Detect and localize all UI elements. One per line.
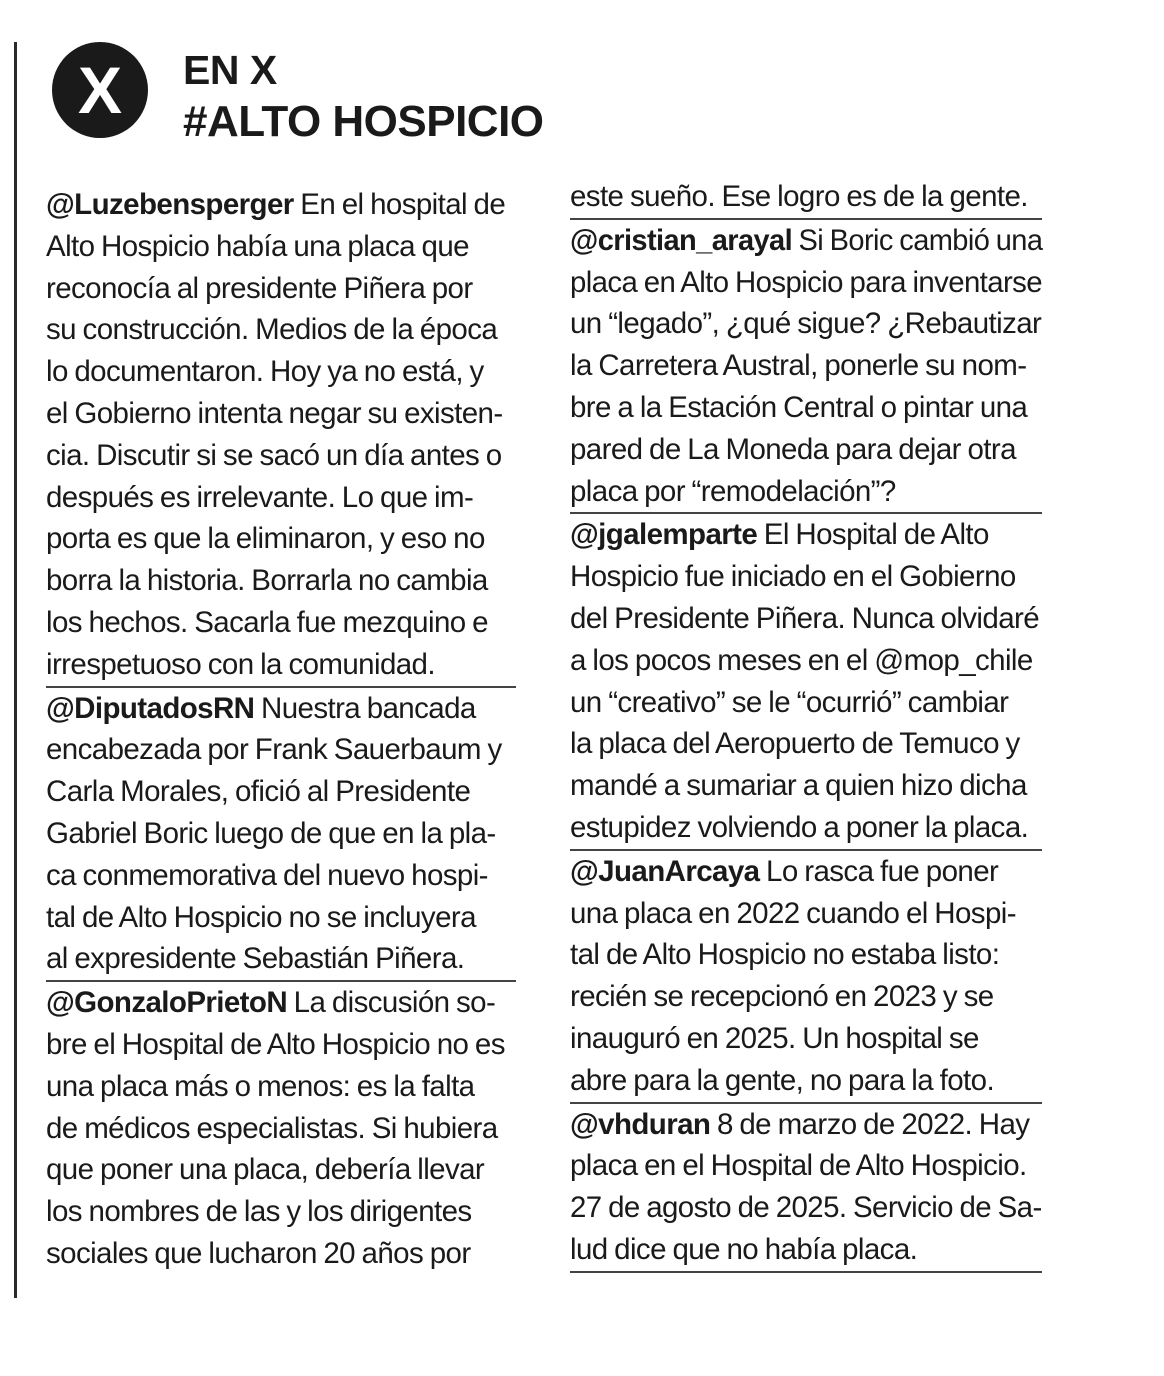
post-line: placa en Alto Hospicio para inventarse bbox=[570, 265, 1043, 299]
post-line: estupidez volviendo a poner la placa. bbox=[570, 810, 1029, 844]
post-line bbox=[570, 1104, 1042, 1146]
post-text: En el hospital de bbox=[300, 188, 506, 221]
x-logo-letter: X bbox=[77, 53, 123, 127]
post-line: al expresidente Sebastián Piñera. bbox=[46, 942, 465, 976]
post-line: un “creativo” se le “ocurrió” cambiar bbox=[570, 685, 1009, 719]
post bbox=[46, 184, 516, 688]
post bbox=[46, 982, 516, 1275]
post-line: lud dice que no había placa. bbox=[570, 1232, 918, 1266]
post bbox=[570, 851, 1042, 1104]
post-line: después es irrelevante. Lo que im- bbox=[46, 480, 474, 514]
post-line: los nombres de las y los dirigentes bbox=[46, 1195, 472, 1229]
post-handle: @vhduran bbox=[570, 1107, 711, 1141]
post-line: que poner una placa, debería llevar bbox=[46, 1153, 485, 1187]
post-line bbox=[46, 184, 516, 226]
post-text: 8 de marzo de 2022. Hay bbox=[716, 1107, 1030, 1141]
post-line bbox=[570, 851, 1042, 893]
post-line: lo documentaron. Hoy ya no está, y bbox=[46, 355, 484, 389]
section-hashtag: #ALTO HOSPICIO bbox=[183, 97, 544, 146]
post-line: tal de Alto Hospicio no estaba listo: bbox=[570, 938, 1000, 972]
post-line: reconocía al presidente Piñera por bbox=[46, 271, 473, 305]
x-logo-icon bbox=[52, 42, 148, 138]
post-line: la placa del Aeropuerto de Temuco y bbox=[570, 727, 1020, 761]
post bbox=[46, 688, 516, 983]
left-column bbox=[46, 184, 516, 1275]
post-line: placa en el Hospital de Alto Hospicio. bbox=[570, 1149, 1027, 1183]
post-line: su construcción. Medios de la época bbox=[46, 313, 498, 347]
left-column-rule bbox=[14, 42, 17, 1298]
post-line: mandé a sumariar a quien hizo dicha bbox=[570, 769, 1027, 803]
post-line bbox=[570, 514, 1042, 556]
post-handle: @DiputadosRN bbox=[46, 691, 255, 725]
section-title: EN X bbox=[183, 47, 277, 93]
post-line: este sueño. Ese logro es de la gente. bbox=[570, 180, 1028, 213]
post-line: una placa más o menos: es la falta bbox=[46, 1069, 475, 1103]
post-line: del Presidente Piñera. Nunca olvidaré bbox=[570, 601, 1040, 635]
post-handle: @cristian_arayal bbox=[570, 223, 793, 257]
post-line: un “legado”, ¿qué sigue? ¿Rebautizar bbox=[570, 307, 1042, 341]
post-line: a los pocos meses en el @mop_chile bbox=[570, 643, 1033, 677]
post-line: encabezada por Frank Sauerbaum y bbox=[46, 733, 502, 767]
post-line bbox=[570, 220, 1043, 262]
post-text: Nuestra bancada bbox=[261, 691, 476, 725]
post bbox=[570, 220, 1042, 515]
post-text: Si Boric cambió una bbox=[798, 223, 1043, 257]
post-text: Lo rasca fue poner bbox=[766, 854, 999, 888]
post-line: Hospicio fue iniciado en el Gobierno bbox=[570, 560, 1016, 594]
post-line: cia. Discutir si se sacó un día antes o bbox=[46, 438, 502, 472]
post-line: irrespetuoso con la comunidad. bbox=[46, 647, 435, 681]
post-line bbox=[46, 688, 516, 730]
post-handle: @JuanArcaya bbox=[570, 854, 760, 888]
post-text: El Hospital de Alto bbox=[763, 518, 989, 552]
post-line: 27 de agosto de 2025. Servicio de Sa- bbox=[570, 1191, 1042, 1225]
post-line: sociales que lucharon 20 años por bbox=[46, 1236, 471, 1270]
post-line: ca conmemorativa del nuevo hospi- bbox=[46, 858, 488, 892]
post-line: bre a la Estación Central o pintar una bbox=[570, 390, 1028, 424]
post-line: placa por “remodelación”? bbox=[570, 474, 896, 508]
post-line: porta es que la eliminaron, y eso no bbox=[46, 522, 485, 556]
post-line: inauguró en 2025. Un hospital se bbox=[570, 1021, 979, 1055]
post-line: borra la historia. Borrarla no cambia bbox=[46, 564, 488, 598]
post-line: la Carretera Austral, ponerle su nom- bbox=[570, 349, 1027, 383]
post-handle: @jgalemparte bbox=[570, 518, 758, 552]
post-line: Alto Hospicio había una placa que bbox=[46, 229, 469, 263]
right-column bbox=[570, 176, 1042, 1273]
post-handle: @Luzebensperger bbox=[46, 188, 294, 221]
post-line: Carla Morales, ofició al Presidente bbox=[46, 775, 471, 809]
post-handle: @GonzaloPrietoN bbox=[46, 986, 288, 1020]
post bbox=[570, 514, 1042, 850]
post-line: recién se recepcionó en 2023 y se bbox=[570, 980, 994, 1014]
post-line: Gabriel Boric luego de que en la pla- bbox=[46, 816, 496, 850]
post-text: La discusión so- bbox=[293, 986, 496, 1020]
post-line: el Gobierno intenta negar su existen- bbox=[46, 396, 503, 430]
post-line bbox=[46, 982, 516, 1024]
post-line: de médicos especialistas. Si hubiera bbox=[46, 1111, 498, 1145]
post-line: pared de La Moneda para dejar otra bbox=[570, 432, 1016, 466]
post-line: tal de Alto Hospicio no se incluyera bbox=[46, 900, 476, 934]
post-line: los hechos. Sacarla fue mezquino e bbox=[46, 605, 488, 639]
post-line: abre para la gente, no para la foto. bbox=[570, 1063, 995, 1097]
post-continuation bbox=[570, 176, 1042, 220]
post-line: bre el Hospital de Alto Hospicio no es bbox=[46, 1027, 505, 1061]
post-line: una placa en 2022 cuando el Hospi- bbox=[570, 896, 1016, 930]
post bbox=[570, 1104, 1042, 1273]
